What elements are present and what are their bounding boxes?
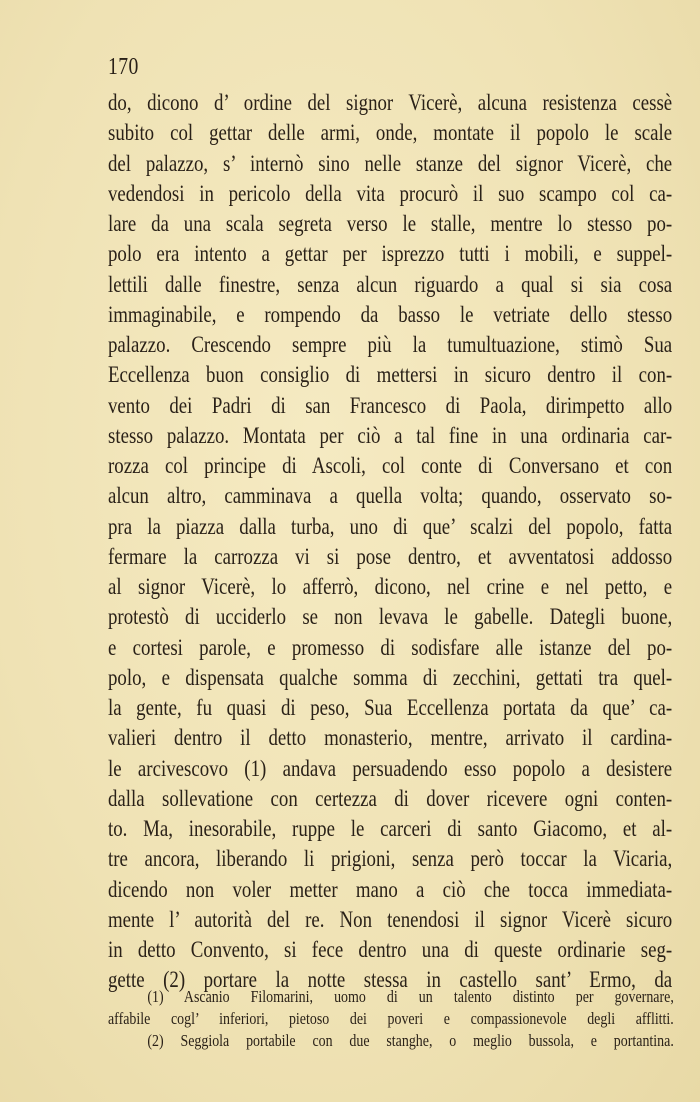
text-line: la gente, fu quasi di peso, Sua Eccellenza portata da que’ ca- xyxy=(108,695,673,720)
text-line: to. Ma, inesorabile, ruppe le carceri di santo Giacomo, et al- xyxy=(108,816,673,841)
text-line: dicendo non voler metter mano a ciò che tocca immediata- xyxy=(108,876,673,902)
text-line: valieri dentro il detto monasterio, mentre, arrivato il cardina- xyxy=(108,725,673,751)
main-text xyxy=(108,88,672,996)
text-line: stesso palazzo. Montata per ciò a tal fine in una ordinaria car- xyxy=(108,422,673,448)
text-line: subito col gettar delle armi, onde, montate il popolo le scale xyxy=(108,120,673,146)
text-line: protestò di ucciderlo se non levava le gabelle. Dategli buone, xyxy=(108,604,673,630)
text-line: palazzo. Crescendo sempre più la tumultuazione, stimò Sua xyxy=(108,332,673,357)
text-line: do, dicono d’ ordine del signor Vicerè, alcuna resistenza cessè xyxy=(108,90,673,115)
footnote-1-line-2: affabile cogl’ inferiori, pietoso dei poveri e compassionevole degli afflitti. xyxy=(108,1009,674,1028)
text-line: gette (2) portare la notte stessa in castello sant’ Ermo, da xyxy=(108,967,673,993)
text-line: del palazzo, s’ internò sino nelle stanze del signor Vicerè, che xyxy=(108,150,673,176)
footnote-2: (2) Seggiola portabile con due stanghe, o meglio bussola, e portantina. xyxy=(147,1031,674,1050)
text-line: le arcivescovo (1) andava persuadendo esso popolo a desistere xyxy=(108,755,673,781)
text-line: mente l’ autorità del re. Non tenendosi il signor Vicerè sicuro xyxy=(108,906,673,932)
page-number: 170 xyxy=(108,54,139,80)
text-line: rozza col principe di Ascoli, col conte di Conversano et con xyxy=(108,453,673,478)
text-line: polo, e dispensata qualche somma di zecchini, gettati tra quel- xyxy=(108,664,673,690)
text-line: dalla sollevatione con certezza di dover ricevere ogni conten- xyxy=(108,785,673,811)
text-line: tre ancora, liberando li prigioni, senza però toccar la Vicaria, xyxy=(108,846,673,872)
text-line: polo era intento a gettar per isprezzo tutti i mobili, e suppel- xyxy=(108,241,673,267)
text-line: lettili dalle finestre, senza alcun riguardo a qual si sia cosa xyxy=(108,271,673,297)
text-line: Eccellenza buon consiglio di mettersi in sicuro dentro il con- xyxy=(108,362,673,388)
text-line: vento dei Padri di san Francesco di Paola, dirimpetto allo xyxy=(108,392,673,418)
text-line: e cortesi parole, e promesso di sodisfare alle istanze del po- xyxy=(108,634,673,660)
text-line: immaginabile, e rompendo da basso le vetriate dello stesso xyxy=(108,301,673,327)
footnote-1-line-1: (1) Ascanio Filomarini, uomo di un talento distinto per governare, xyxy=(147,987,674,1006)
footnotes xyxy=(108,986,674,1052)
text-line: lare da una scala segreta verso le stalle, mentre lo stesso po- xyxy=(108,211,673,236)
text-line: alcun altro, camminava a quella volta; quando, osservato so- xyxy=(108,483,673,509)
text-line: pra la piazza dalla turba, uno di que’ scalzi del popolo, fatta xyxy=(108,513,673,539)
text-line: fermare la carrozza vi si pose dentro, et avventatosi addosso xyxy=(108,543,673,569)
text-line: al signor Vicerè, lo afferrò, dicono, nel crine e nel petto, e xyxy=(108,574,673,599)
text-line: in detto Convento, si fece dentro una di queste ordinarie seg- xyxy=(108,937,673,962)
text-line: vedendosi in pericolo della vita procurò il suo scampo col ca- xyxy=(108,180,673,206)
